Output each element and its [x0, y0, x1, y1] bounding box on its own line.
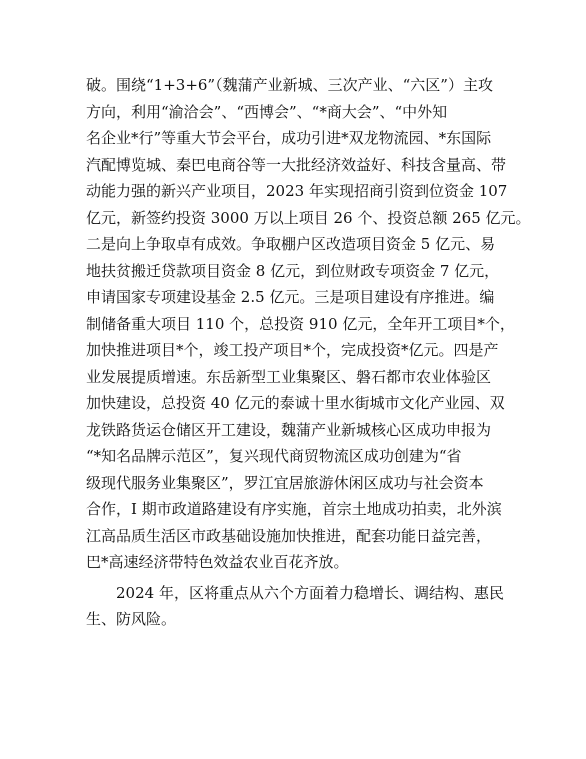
text-line: 申请国家专项建设基金 2.5 亿元。三是项目建设有序推进。编 [86, 288, 495, 306]
text-line: 2024 年，区将重点从六个方面着力稳增长、调结构、惠民 [116, 583, 504, 602]
text-line: 加快推进项目*个，竣工投产项目*个，完成投资*亿元。四是产 [86, 341, 499, 359]
text-line: 汽配博览城、秦巴电商谷等一大批经济效益好、科技含量高、带 [86, 155, 507, 174]
text-line: 巴*高速经济带特色效益农业百花齐放。 [86, 553, 349, 571]
text-line: 破。围绕“1+3+6”（魏蒲产业新城、三次产业、“六区”）主攻 [86, 76, 493, 94]
text-line: 级现代服务业集聚区”，罗江宜居旅游休闲区成功与社会资本 [86, 473, 484, 492]
text-line: “*知名品牌示范区”，复兴现代商贸物流区成功创建为“省 [86, 447, 462, 465]
text-line: 地扶贫搬迁贷款项目资金 8 亿元，到位财政专项资金 7 亿元， [86, 261, 500, 280]
text-line: 名企业*行”等重大节会平台，成功引进*双龙物流园、*东国际 [86, 129, 492, 147]
text-line: 方向，利用“渝洽会”、“西博会”、“*商大会”、“中外知 [86, 102, 448, 121]
text-line: 龙铁路货运仓储区开工建设，魏蒲产业新城核心区成功申报为 [86, 420, 492, 439]
text-line: 亿元，新签约投资 3000 万以上项目 26 个、投资总额 265 亿元。 [86, 208, 531, 227]
text-line: 加快建设，总投资 40 亿元的泰诚十里水街城市文化产业园、双 [86, 394, 505, 412]
text-line: 合作，I 期市政道路建设有序实施，首宗土地成功拍卖，北外滨 [86, 500, 502, 518]
text-line: 动能力强的新兴产业项目，2023 年实现招商引资到位资金 107 [86, 182, 508, 200]
text-line: 制储备重大项目 110 个，总投资 910 亿元，全年开工项目*个， [86, 314, 515, 333]
body-text [86, 72, 531, 633]
text-line: 二是向上争取卓有成效。争取棚户区改造项目资金 5 亿元、易 [86, 235, 496, 253]
text-line: 业发展提质增速。东岳新型工业集聚区、磐石都市农业体验区 [86, 367, 492, 386]
text-line: 江高品质生活区市政基础设施加快推进，配套功能日益完善， [86, 526, 492, 545]
text-line: 生、防风险。 [86, 610, 177, 628]
